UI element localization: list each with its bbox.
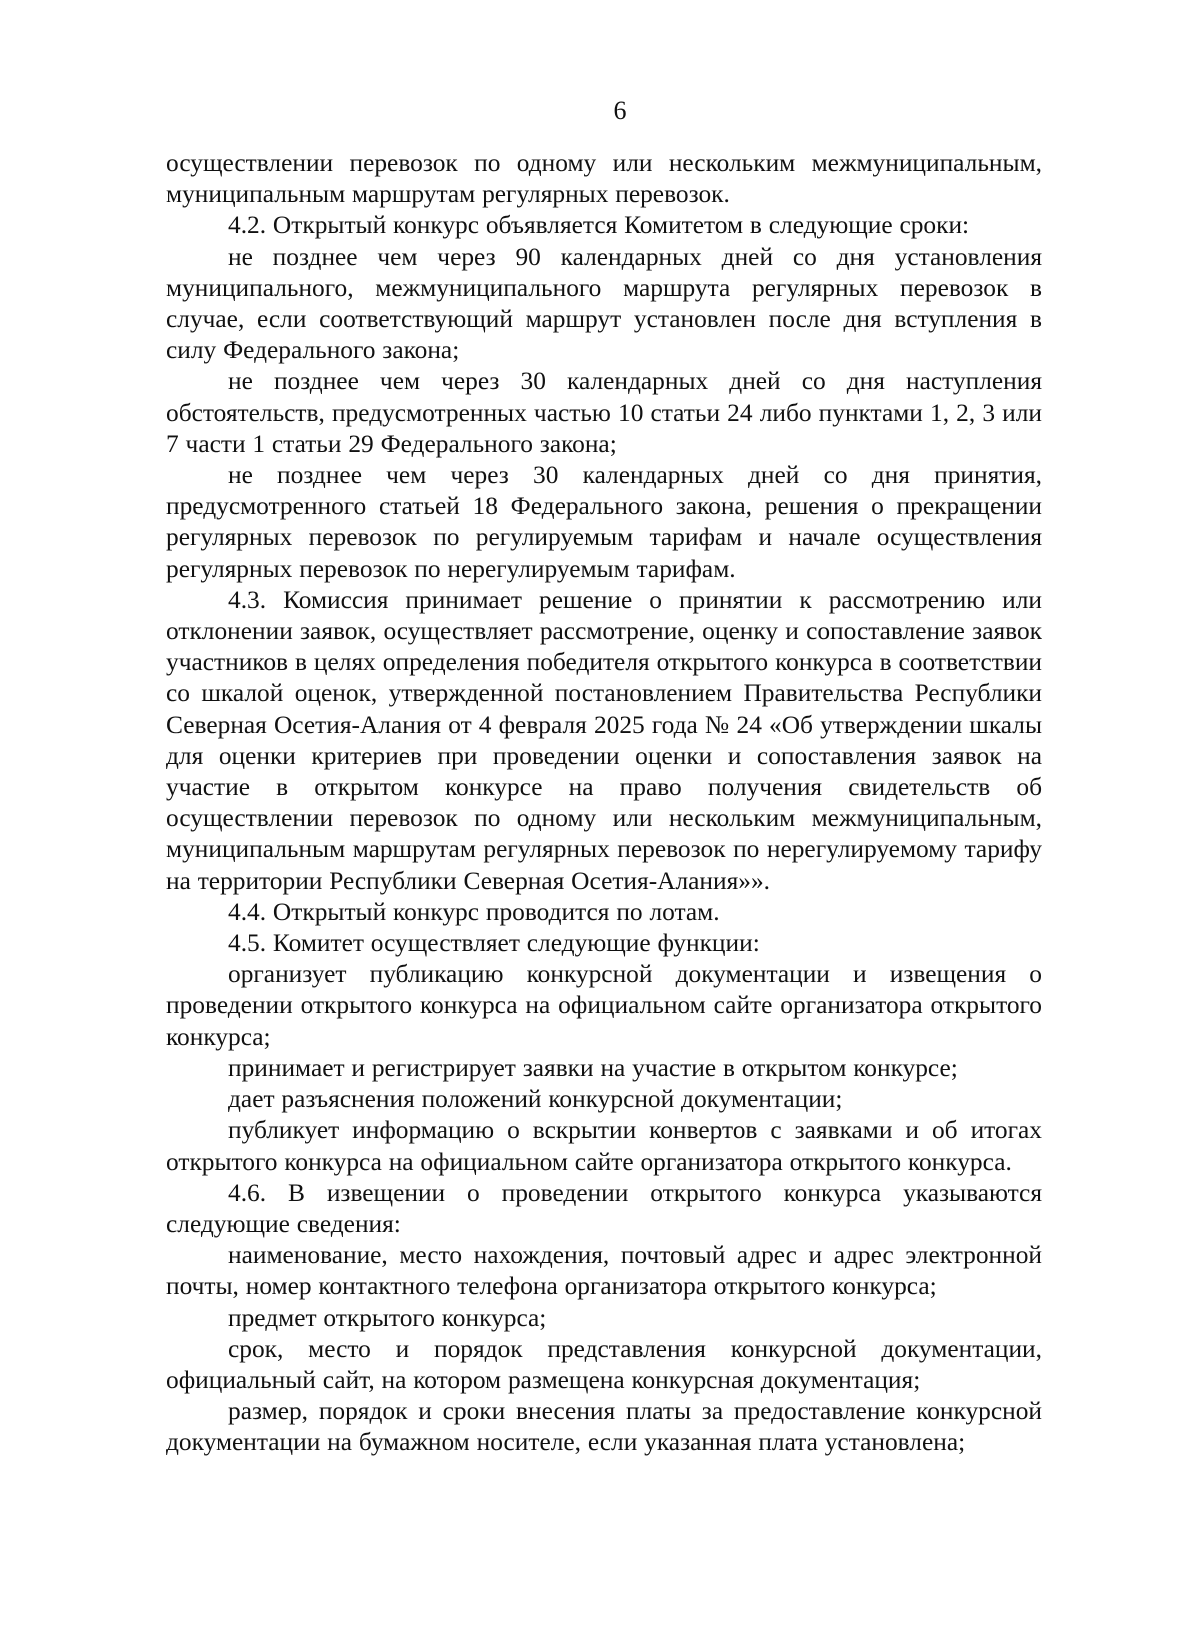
paragraph: 4.6. В извещении о проведении открытого конкурса указываются следующие сведения: (166, 1178, 1042, 1238)
paragraph: не позднее чем через 30 календарных дней со дня принятия, предусмотренного статьей 18 Федерального закона, решения о прекращении регулярных перевозок по регулируемым тарифам и начале осуществления регулярных перевозок по нерегулируемым тарифам. (166, 461, 1042, 583)
paragraph: размер, порядок и сроки внесения платы за предоставление конкурсной документации на бумажном носителе, если указанная плата установлена; (166, 1397, 1042, 1457)
paragraph: организует публикацию конкурсной документации и извещения о проведении открытого конкурса на официальном сайте организатора открытого конкурса; (166, 960, 1042, 1051)
paragraph: 4.3. Комиссия принимает решение о принятии к рассмотрению или отклонении заявок, осуществляет рассмотрение, оценку и сопоставление заявок участников в целях определения победителя открытого конкурса в соответствии со шкалой оценок, утвержденной постановлением Правительства Республики Северная Осетия-Алания от 4 февраля 2025 года № 24 «Об утверждении шкалы для оценки критериев при проведении оценки и сопоставления заявок на участие в открытом конкурсе на право получения свидетельств об осуществлении перевозок по одному или нескольким межмуниципальным, муниципальным маршрутам регулярных перевозок по нерегулируемому тарифу на территории Республики Северная Осетия-Алания»». (166, 585, 1042, 895)
page-number: 6 (613, 96, 627, 125)
paragraph: осуществлении перевозок по одному или нескольким межмуниципальным, муниципальным маршрутам регулярных перевозок. (166, 149, 1042, 209)
document-body (166, 148, 1042, 1459)
paragraph: срок, место и порядок представления конкурсной документации, официальный сайт, на котором размещена конкурсная документация; (166, 1334, 1042, 1394)
paragraph: предмет открытого конкурса; (228, 1303, 547, 1332)
paragraph: не позднее чем через 90 календарных дней со дня установления муниципального, межмуниципального маршрута регулярных перевозок в случае, если соответствующий маршрут установлен после дня вступления в силу Федерального закона; (166, 242, 1042, 365)
paragraph: наименование, место нахождения, почтовый адрес и адрес электронной почты, номер контактного телефона организатора открытого конкурса; (166, 1241, 1042, 1301)
paragraph: дает разъяснения положений конкурсной документации; (228, 1085, 843, 1114)
paragraph: публикует информацию о вскрытии конвертов с заявками и об итогах открытого конкурса на официальном сайте организатора открытого конкурса. (166, 1116, 1042, 1176)
paragraph: 4.4. Открытый конкурс проводится по лотам. (228, 897, 720, 926)
paragraph: 4.5. Комитет осуществляет следующие функции: (228, 929, 760, 958)
paragraph: принимает и регистрирует заявки на участие в открытом конкурсе; (228, 1053, 958, 1082)
paragraph: 4.2. Открытый конкурс объявляется Комитетом в следующие сроки: (228, 211, 970, 240)
paragraph: не позднее чем через 30 календарных дней со дня наступления обстоятельств, предусмотренных частью 10 статьи 24 либо пунктами 1, 2, 3 или 7 части 1 статьи 29 Федерального закона; (166, 367, 1042, 458)
